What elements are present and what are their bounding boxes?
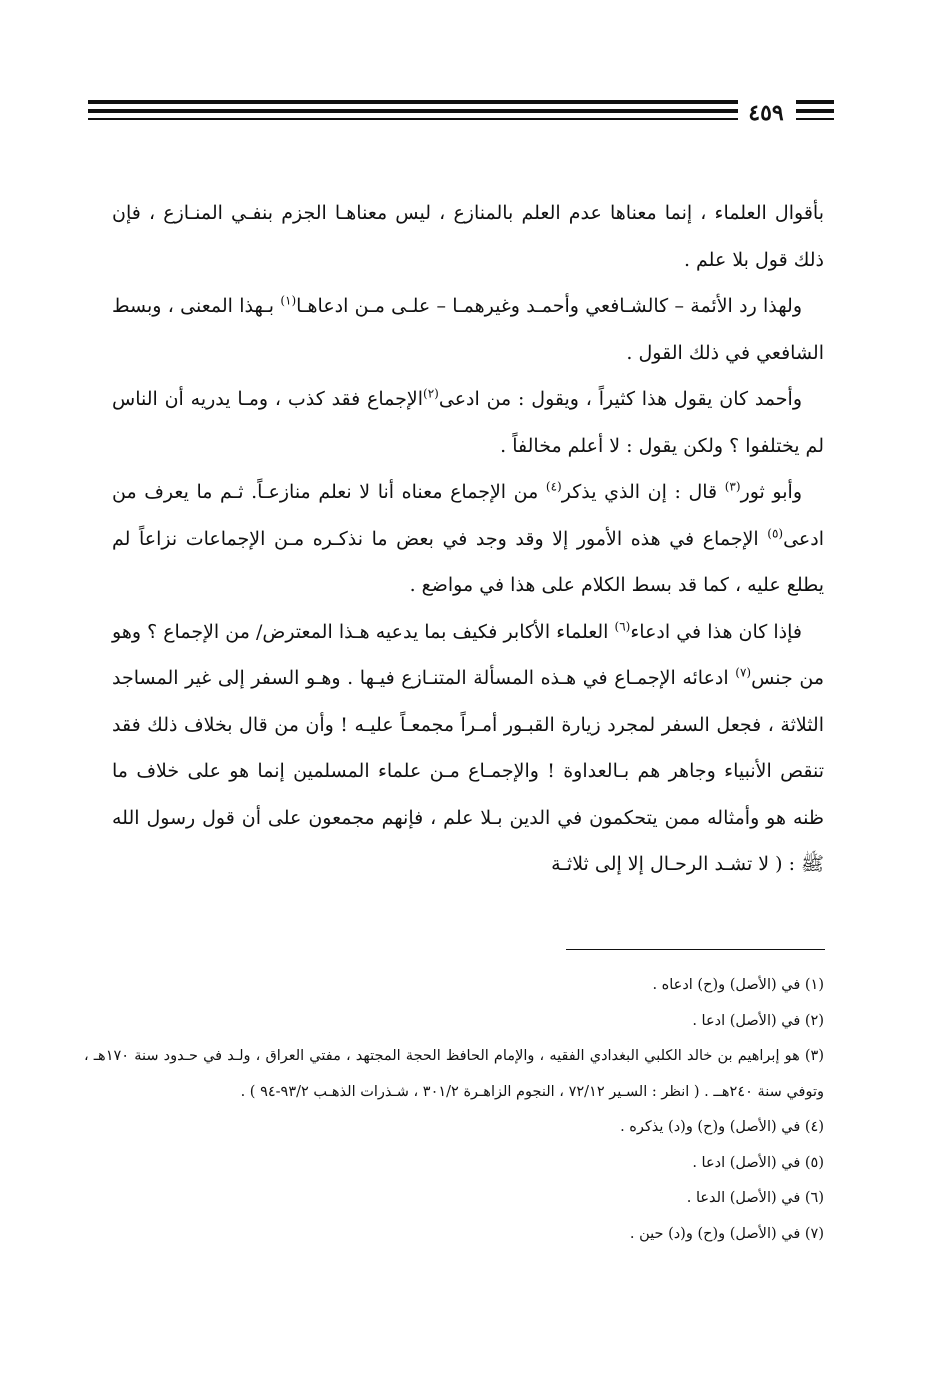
footnote-ref: (٥)	[767, 526, 784, 541]
paragraph	[112, 190, 824, 283]
footnote: (٣) هو إبراهيم بن خالد الكلبي البغدادي الفقيه ، والإمام الحافظ الحجة المجتهد ، مفتي العراق ، ولـد في حـدود سنة ١٧٠هـ ، وتوفي سنة ٢٤٠هــ . ( انظر : السـير ٧٢/١٢ ، النجوم الزاهـرة ٣٠١/٢ ، شـذرات الذهـب ٩٣/٢-٩٤ ) .	[84, 1048, 825, 1100]
footnote: (٧) في (الأصل) و(ح) و(د) حين .	[629, 1225, 824, 1242]
page-header	[88, 96, 834, 130]
footnote: (٤) في (الأصل) و(ح) و(د) يذكره .	[620, 1119, 824, 1135]
header-rule-thick	[88, 109, 738, 113]
paragraph-text: الإجماع فقد كذب ، ومـا يدريه أن الناس لم يختلفوا ؟ ولكن يقول : لا أعلم مخالفاً .	[112, 388, 824, 457]
paragraph	[112, 376, 824, 469]
paragraph	[112, 609, 824, 888]
footnote: (٥) في (الأصل) ادعا .	[692, 1154, 824, 1171]
footnotes	[84, 968, 824, 1252]
paragraph-text: بـهذا المعنى ، وبسط الشافعي في ذلك القول .	[112, 295, 824, 364]
footnote-ref: (٤)	[545, 479, 562, 494]
footnote: (١) في (الأصل) و(ح) ادعاه .	[652, 977, 824, 993]
footnote-ref: (٧)	[735, 665, 752, 680]
header-rule-right	[796, 100, 834, 104]
paragraph-text: فإذا كان هذا في ادعاء	[630, 620, 802, 643]
footnote-ref: (١)	[280, 293, 297, 308]
footnote: (٢) في (الأصل) ادعا .	[692, 1012, 824, 1029]
main-text	[112, 190, 824, 888]
paragraph-text: ولهذا رد الأئمة – كالشـافعي وأحمـد وغيرهمـا – علـى مـن ادعاهـا	[296, 295, 802, 317]
paragraph-text: ادعائه الإجمـاع في هـذه المسألة المتنـازع فيـها . وهـو السفر إلى غير المساجد الثلاثة ، فجعل السفر لمجرد زيارة القبـور أمـراً مجمعـاً عليـه ! وأن من قال بخلاف ذلك فقد تنقص الأنبياء وجاهر هم بـالعداوة ! والإجمـاع مـن علماء المسلمين إنما هو على خلاف ما ظنه هو وأمثاله ممن يتحكمون في الدين بـلا علم ، فإنهم مجمعون على أن قول رسول الله ﷺ : ( لا تشـد الرحـال إلا إلى ثلاثـة	[112, 667, 824, 875]
header-rule-thick	[88, 100, 738, 104]
paragraph-text: وأبو ثور	[740, 481, 802, 503]
footnote-divider	[566, 949, 825, 950]
header-rule-right	[796, 118, 834, 120]
header-rule-thin	[88, 118, 738, 120]
page-number: ٤٥٩	[748, 100, 784, 126]
paragraph-text: قال : إن الذي يذكر	[561, 481, 725, 503]
footnote: (٦) في (الأصل) الدعا .	[686, 1190, 824, 1206]
paragraph-text: الإجماع في هذه الأمور إلا وقد وجد في بعض ما نذكـره مـن الإجماعات نزاعاً لم يطلع عليه ، كما قد بسط الكلام على هذا في مواضع .	[112, 527, 824, 596]
paragraph-text: وأحمد كان يقول هذا كثيراً ، ويقول : من ادعى	[438, 388, 802, 410]
paragraph	[112, 469, 824, 609]
footnote-ref: (٦)	[614, 619, 631, 634]
paragraph-text: من الإجماع معناه أنا لا نعلم منازعـاً. ثـم ما يعرف من ادعى	[112, 481, 824, 550]
footnote-ref: (٣)	[724, 479, 741, 494]
footnote-ref: (٢)	[423, 386, 439, 401]
paragraph-text: بأقوال العلماء ، إنما معناها عدم العلم بالمنازع ، ليس معناهـا الجزم بنفـي المنـازع ، فإن ذلك قول بلا علم .	[112, 202, 824, 271]
header-rule-right	[796, 109, 834, 113]
paragraph	[112, 283, 824, 376]
paragraph-text: العلماء الأكابر فكيف بما يدعيه هـذا المعترض/ من الإجماع ؟ وهو من جنس	[112, 620, 825, 689]
